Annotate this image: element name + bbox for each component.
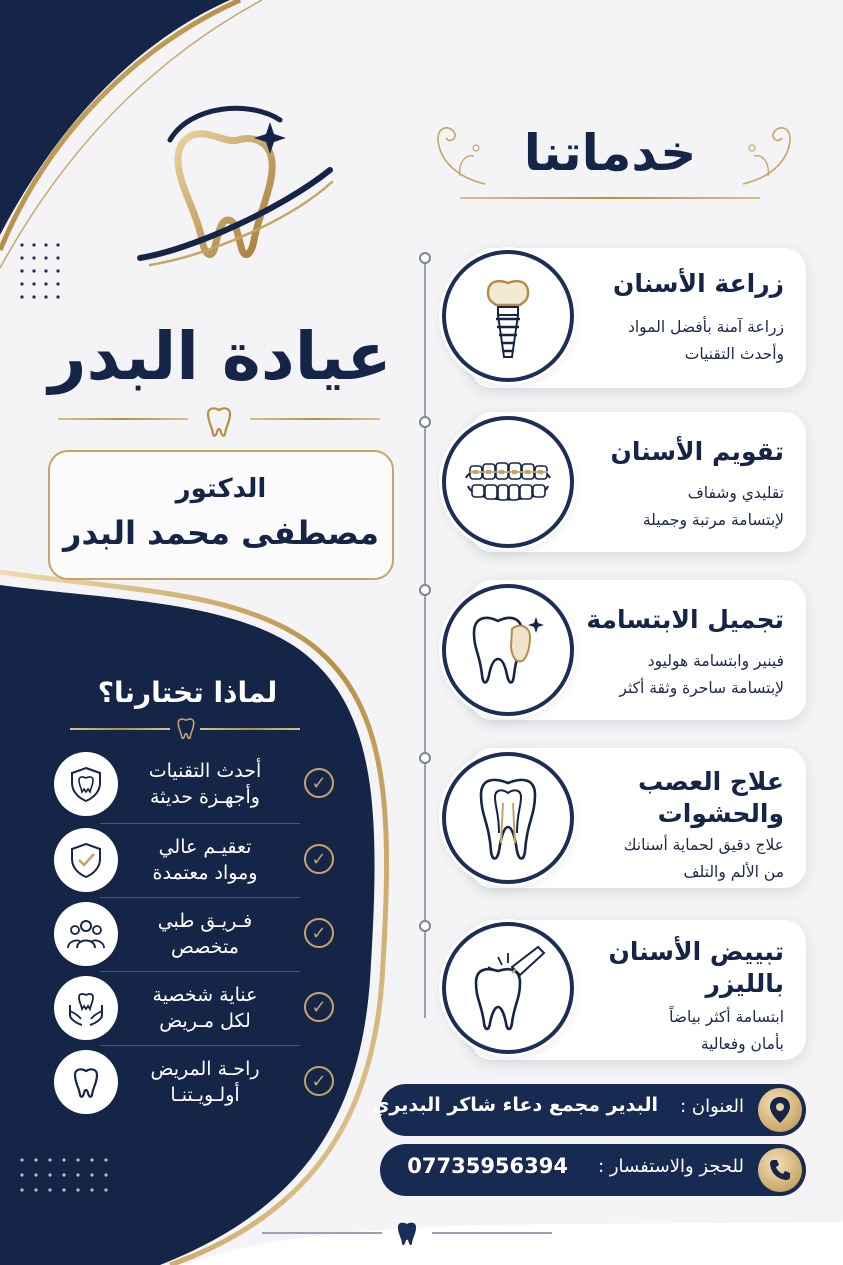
check-icon: ✓ <box>304 1066 334 1096</box>
service-desc-line: من الألم والتلف <box>683 863 784 881</box>
service-desc <box>554 832 784 886</box>
clinic-logo <box>130 100 340 285</box>
service-desc-line: زراعة آمنة بأفضل المواد <box>627 318 784 336</box>
why-text-2a: تعقيـم عالي <box>158 836 252 858</box>
service-desc-line: وأحدث التقنيات <box>684 345 784 363</box>
service-desc-line: علاج دقيق لحماية أسنانك <box>623 836 784 854</box>
why-divider-right <box>200 728 300 730</box>
why-text-4a: عناية شخصية <box>152 984 258 1006</box>
service-desc <box>554 648 784 702</box>
services-title: خدماتنا <box>523 124 697 182</box>
check-icon: ✓ <box>304 918 334 948</box>
service-desc-line: ابتسامة أكثر بياضاً <box>669 1008 784 1026</box>
services-divider <box>460 197 760 199</box>
why-text-5a: راحـة المريض <box>150 1058 260 1080</box>
location-pin-icon <box>758 1088 802 1132</box>
shield-check-icon <box>54 828 118 892</box>
root-canal-icon <box>442 752 574 884</box>
footer-tooth-icon <box>393 1218 421 1248</box>
why-separator <box>100 971 300 972</box>
title-divider-left <box>58 418 188 420</box>
timeline-dot <box>419 252 431 264</box>
service-desc-line: لإبتسامة مرتبة وجميلة <box>642 511 784 529</box>
implant-icon <box>442 250 574 382</box>
why-item-team <box>54 902 339 968</box>
why-divider-left <box>70 728 170 730</box>
why-item-sterilization <box>54 828 339 894</box>
footer-divider-left <box>262 1232 382 1234</box>
phone-bar[interactable] <box>380 1144 806 1196</box>
shield-tooth-icon <box>54 752 118 816</box>
check-icon: ✓ <box>304 992 334 1022</box>
service-name: علاج العصب والحشوات <box>638 767 784 828</box>
why-item-technology <box>54 752 339 818</box>
address-value: البدير مجمع دعاء شاكر البديري <box>372 1094 658 1116</box>
service-desc-line: تقليدي وشفاف <box>687 484 784 502</box>
doctor-name: مصطفى محمد البدر <box>63 514 379 552</box>
ornament-right-icon <box>738 118 798 190</box>
doctor-title: الدكتور <box>175 474 267 504</box>
timeline-dot <box>419 920 431 932</box>
why-text-3b: متخصص <box>171 936 239 958</box>
why-text-2b: ومواد معتمدة <box>152 862 258 884</box>
why-tooth-icon <box>174 716 198 740</box>
phone-label: للحجز والاستفسار : <box>598 1156 744 1177</box>
why-separator <box>100 1045 300 1046</box>
timeline-dot <box>419 584 431 596</box>
check-icon: ✓ <box>304 768 334 798</box>
service-desc <box>554 1004 784 1058</box>
laser-whitening-icon <box>442 922 574 1054</box>
phone-icon <box>758 1148 802 1192</box>
address-label: العنوان : <box>680 1096 744 1117</box>
service-desc-line: فينير وابتسامة هوليود <box>647 652 784 670</box>
small-tooth-icon <box>202 404 236 438</box>
why-text-1a: أحدث التقنيات <box>148 760 262 782</box>
service-name: تبييض الأسنان بالليزر <box>608 937 784 998</box>
why-separator <box>100 823 300 824</box>
check-icon: ✓ <box>304 844 334 874</box>
title-divider-right <box>250 418 380 420</box>
service-desc <box>554 314 784 368</box>
clinic-name: عيادة البدر <box>48 318 392 395</box>
doctor-card <box>48 450 394 580</box>
why-text-1b: وأجهـزة حديثة <box>150 786 260 808</box>
why-item-comfort <box>54 1050 339 1116</box>
why-separator <box>100 897 300 898</box>
why-item-care <box>54 976 339 1042</box>
why-text-4b: لكل مـريض <box>159 1010 251 1032</box>
why-text-5b: أولـويـتنـا <box>170 1084 240 1106</box>
service-desc <box>554 480 784 534</box>
service-name: تجميل الابتسامة <box>586 605 784 634</box>
service-desc-line: بأمان وفعالية <box>700 1035 784 1053</box>
service-name: تقويم الأسنان <box>610 437 784 466</box>
hands-tooth-icon <box>54 976 118 1040</box>
phone-value[interactable]: 07735956394 <box>407 1154 568 1178</box>
address-bar <box>372 1084 806 1136</box>
tooth-icon <box>54 1050 118 1114</box>
why-text-3a: فـريـق طبي <box>157 910 253 932</box>
service-name: زراعة الأسنان <box>613 269 784 298</box>
services-timeline <box>424 258 426 1018</box>
footer-divider-right <box>432 1232 552 1234</box>
why-us-title: لماذا تختارنا؟ <box>97 676 278 709</box>
braces-icon <box>442 416 574 548</box>
veneer-icon <box>442 584 574 716</box>
team-icon <box>54 902 118 966</box>
service-desc-line: لإبتسامة ساحرة وثقة أكثر <box>619 679 784 697</box>
timeline-dot <box>419 416 431 428</box>
timeline-dot <box>419 752 431 764</box>
